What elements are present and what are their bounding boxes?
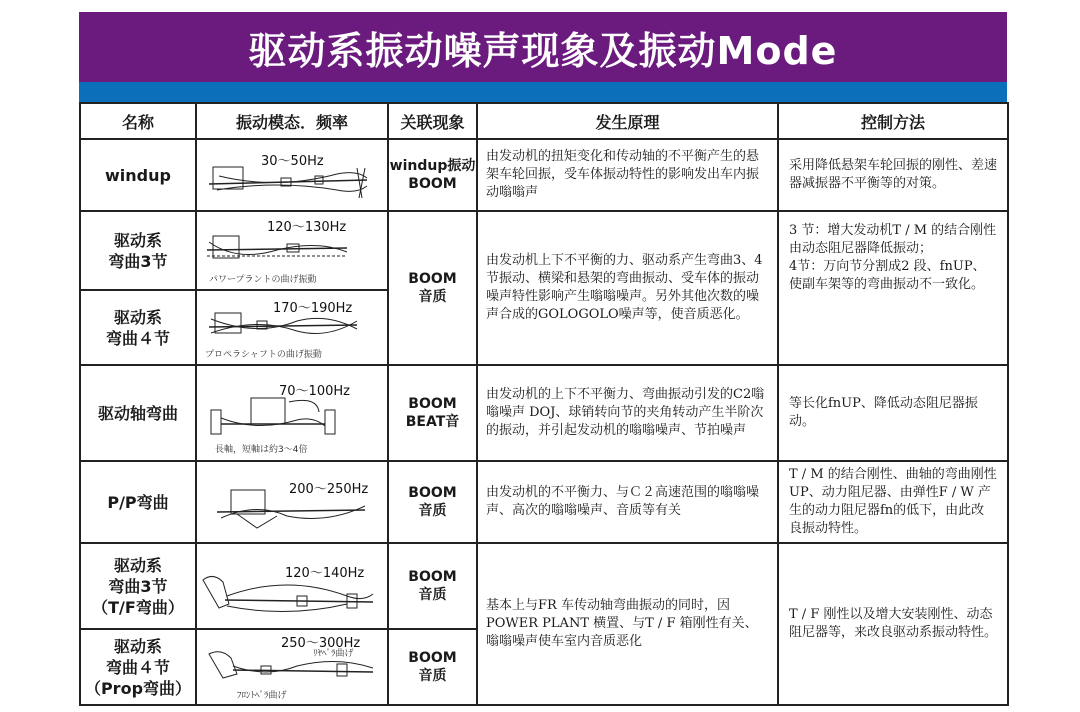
freq-bend4: 170～190Hz — [273, 301, 353, 316]
name-line: 弯曲3节 — [108, 251, 168, 271]
freq-bend3: 120～130Hz — [267, 220, 347, 235]
mode-diagram-bend4 — [196, 290, 388, 365]
control-pp: T / M 的结合刚性、曲轴的弯曲刚性UP、动力阻尼器、由弹性F / W 产生的动力阻尼器fn的低下，由此改良振动特性。 — [778, 461, 1008, 543]
propshaft-sketch-icon — [197, 630, 385, 704]
row-name-pp: P/P弯曲 — [80, 461, 196, 543]
phenomenon-driveshaft — [388, 365, 477, 461]
name-line: （Prop弯曲） — [84, 678, 192, 698]
column-header-phenomenon: 关联现象 — [388, 103, 477, 139]
principle-bend34: 由发动机上下不平衡的力、驱动系产生弯曲3、4节振动、横梁和悬架的弯曲振动、受车体的振动噪声特性影响产生嗡嗡噪声。另外其他次数的噪声合成的GOLOGOLO噪声等，使音质恶化。 — [477, 211, 778, 365]
phenomenon-line: BOOM — [408, 569, 457, 585]
principle-pp: 由发动机的不平衡力、与Ｃ２高速范围的嗡嗡噪声、高次的嗡嗡噪声、音质等有关 — [477, 461, 778, 543]
mode-diagram-windup — [196, 139, 388, 211]
control-windup: 采用降低悬架车轮回振的刚性、差速器减振器不平衡等的对策。 — [778, 139, 1008, 211]
powerplant-sketch-icon — [197, 462, 385, 542]
mode-diagram-prop — [196, 629, 388, 705]
caption-prop-front: ﾌﾛﾝﾄﾍﾟﾗ曲げ — [237, 691, 287, 701]
name-line: 驱动系 — [113, 636, 162, 656]
phenomenon-line: BOOM — [408, 650, 457, 666]
transfer-bending-sketch-icon — [197, 544, 385, 628]
principle-driveshaft: 由发动机的上下不平衡力、弯曲振动引发的C2嗡嗡噪声 DOJ、球销转向节的夹角转动产生半阶次的振动，并引起发动机的嗡嗡噪声、节拍噪声 — [477, 365, 778, 461]
control-bend34 — [778, 211, 1008, 365]
vibration-mode-table — [79, 102, 1009, 706]
name-line: 驱动系 — [113, 307, 162, 327]
name-line: 弯曲４节 — [105, 657, 170, 677]
column-header-mode: 振动模态．频率 — [196, 103, 388, 139]
row-name-driveshaft: 驱动轴弯曲 — [80, 365, 196, 461]
freq-pp: 200～250Hz — [289, 482, 369, 497]
phenomenon-prop — [388, 629, 477, 705]
name-line: （T/F弯曲） — [92, 597, 184, 617]
row-name-tf — [80, 543, 196, 629]
control-driveshaft: 等长化fnUP、降低动态阻尼器振动。 — [778, 365, 1008, 461]
column-header-name: 名称 — [80, 103, 196, 139]
row-name-bend3 — [80, 211, 196, 290]
phenomenon-line: 音质 — [418, 503, 447, 519]
freq-windup: 30～50Hz — [261, 154, 324, 169]
row-name-bend4 — [80, 290, 196, 365]
phenomenon-windup — [388, 139, 477, 211]
phenomenon-line: 音质 — [418, 668, 447, 684]
name-line: 驱动系 — [113, 230, 162, 250]
caption-driveshaft: 長軸，短軸は約3～4倍 — [215, 445, 308, 455]
freq-prop: 250～300Hz — [281, 636, 361, 651]
name-line: 弯曲3节 — [108, 576, 168, 596]
windup-sketch-icon — [197, 140, 385, 210]
row-name-windup: windup — [80, 139, 196, 211]
table-header-row — [80, 103, 1008, 139]
name-line: 弯曲４节 — [105, 328, 170, 348]
table-row-driveshaft — [80, 365, 1008, 461]
freq-tf: 120～140Hz — [285, 566, 365, 581]
table-row-windup — [80, 139, 1008, 211]
phenomenon-line: windup振动 — [389, 158, 476, 174]
principle-windup: 由发动机的扭矩变化和传动轴的不平衡产生的悬架车轮回振，受车体振动特性的影响发出车内振动嗡嗡声 — [477, 139, 778, 211]
principle-tf-prop: 基本上与FR 车传动轴弯曲振动的同时，因POWER PLANT 横置、与T / F 箱刚性有关、嗡嗡噪声使车室内音质恶化 — [477, 543, 778, 705]
phenomenon-line: BEAT音 — [405, 414, 460, 430]
phenomenon-line: BOOM — [408, 176, 457, 192]
table-row-tf — [80, 543, 1008, 629]
control-tf-prop: T / F 刚性以及增大安装刚性、动态阻尼器等，来改良驱动系振动特性。 — [778, 543, 1008, 705]
phenomenon-line: BOOM — [408, 271, 457, 287]
table-row-bend3 — [80, 211, 1008, 290]
mode-diagram-tf — [196, 543, 388, 629]
mode-diagram-bend3 — [196, 211, 388, 290]
name-line: 驱动系 — [113, 555, 162, 575]
caption-prop-rear: ﾘﾔﾍﾟﾗ曲げ — [313, 649, 354, 659]
column-header-principle: 发生原理 — [477, 103, 778, 139]
phenomenon-tf — [388, 543, 477, 629]
column-header-control: 控制方法 — [778, 103, 1008, 139]
phenomenon-line: 音质 — [418, 289, 447, 305]
caption-bend4: プロペラシャフトの曲げ振動 — [205, 350, 322, 360]
phenomenon-bend34 — [388, 211, 477, 365]
control-line: 3 节：增大发动机T / M 的结合刚性由动态阻尼器降低振动； — [789, 223, 997, 256]
title-underline-band — [79, 82, 1007, 102]
row-name-prop — [80, 629, 196, 705]
caption-bend3: パワープラントの曲げ振動 — [209, 275, 317, 285]
page-title-banner — [79, 12, 1007, 82]
mode-diagram-pp — [196, 461, 388, 543]
phenomenon-line: BOOM — [408, 485, 457, 501]
table-row-pp — [80, 461, 1008, 543]
freq-driveshaft: 70～100Hz — [279, 384, 350, 399]
page-title: 驱动系振动噪声现象及振动Mode — [248, 28, 838, 73]
mode-diagram-driveshaft — [196, 365, 388, 461]
phenomenon-line: BOOM — [408, 396, 457, 412]
control-line: 4节：万向节分割成2 段、fnUP、使副车架等的弯曲振动不一致化。 — [789, 259, 986, 292]
phenomenon-line: 音质 — [418, 587, 447, 603]
phenomenon-pp — [388, 461, 477, 543]
